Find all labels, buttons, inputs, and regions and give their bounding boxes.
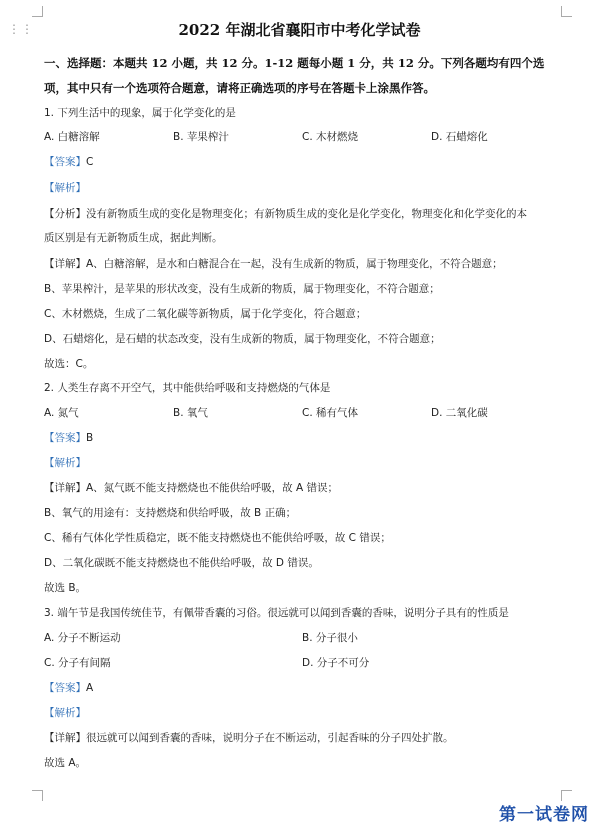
answer-label: 【答案】 (44, 156, 86, 168)
q2-option-b: B. 氧气 (173, 407, 208, 419)
q2-stem: 2. 人类生存离不开空气，其中能供给呼吸和支持燃烧的气体是 (44, 382, 331, 394)
answer-value: A (86, 682, 94, 694)
answer-label: 【答案】 (44, 432, 86, 444)
detail-label: 【详解】 (44, 258, 86, 270)
drag-handle-icon[interactable]: ⋮⋮ (8, 22, 34, 36)
section-heading-line-1: 一、选择题：本题共 12 小题，共 12 分。1-12 题每小题 1 分，共 12 分。下列各题均有四个选 (44, 56, 545, 70)
q1-analysis-label: 【解析】 (44, 182, 86, 194)
q1-conclusion: 故选：C。 (44, 358, 94, 370)
detail-text: A、氮气既不能支持燃烧也不能供给呼吸，故 A 错误； (86, 482, 339, 494)
q1-detail-line-1 (44, 256, 503, 271)
q1-answer (44, 154, 93, 169)
section-heading-line-2: 项，其中只有一个选项符合题意，请将正确选项的序号在答题卡上涂黑作答。 (44, 81, 435, 95)
detail-text: A、白糖溶解，是水和白糖混合在一起，没有生成新的物质，属于物理变化，不符合题意； (86, 258, 503, 270)
q1-option-b: B. 苹果榨汁 (173, 131, 229, 143)
q1-detail-line-2: B、苹果榨汁，是苹果的形状改变，没有生成新的物质，属于物理变化，不符合题意； (44, 283, 440, 295)
answer-value: B (86, 432, 94, 444)
answer-label: 【答案】 (44, 682, 86, 694)
q3-option-a: A. 分子不断运动 (44, 632, 121, 644)
q2-option-c: C. 稀有气体 (302, 407, 359, 419)
q2-option-a: A. 氮气 (44, 407, 79, 419)
footer-logo: 第一试卷网 (499, 805, 589, 825)
page-title: 2022 年湖北省襄阳市中考化学试卷 (178, 21, 421, 39)
q2-detail-line-3: C、稀有气体化学性质稳定，既不能支持燃烧也不能供给呼吸，故 C 错误； (44, 532, 391, 544)
q2-answer (44, 430, 93, 445)
q3-option-b: B. 分子很小 (302, 632, 358, 644)
q2-analysis-label: 【解析】 (44, 457, 86, 469)
q2-detail-line-4: D、二氧化碳既不能支持燃烧也不能供给呼吸，故 D 错误。 (44, 557, 319, 569)
q1-option-a: A. 白糖溶解 (44, 131, 100, 143)
q3-answer (44, 680, 93, 695)
q1-fenxi-line-1 (44, 206, 527, 221)
q2-conclusion: 故选 B。 (44, 582, 87, 594)
q2-option-d: D. 二氧化碳 (431, 407, 488, 419)
detail-text: 很远就可以闻到香囊的香味，说明分子在不断运动，引起香味的分子四处扩散。 (86, 732, 454, 744)
q2-detail-line-2: B、氧气的用途有：支持燃烧和供给呼吸，故 B 正确； (44, 507, 297, 519)
q3-detail-line-1 (44, 730, 454, 745)
q1-stem: 1. 下列生活中的现象，属于化学变化的是 (44, 107, 236, 119)
q1-detail-line-3: C、木材燃烧，生成了二氧化碳等新物质，属于化学变化，符合题意； (44, 308, 367, 320)
q3-analysis-label: 【解析】 (44, 707, 86, 719)
corner-mark-top-left (32, 6, 43, 17)
fenxi-label: 【分析】 (44, 208, 86, 220)
answer-value: C (86, 156, 94, 168)
detail-label: 【详解】 (44, 482, 86, 494)
corner-mark-bottom-left (32, 790, 43, 801)
q1-detail-line-4: D、石蜡熔化，是石蜡的状态改变，没有生成新的物质，属于物理变化，不符合题意； (44, 333, 441, 345)
q1-option-d: D. 石蜡熔化 (431, 131, 488, 143)
q3-option-c: C. 分子有间隔 (44, 657, 111, 669)
detail-label: 【详解】 (44, 732, 86, 744)
q1-fenxi-line-2: 质区别是有无新物质生成，据此判断。 (44, 232, 223, 244)
q1-option-c: C. 木材燃烧 (302, 131, 359, 143)
q3-option-d: D. 分子不可分 (302, 657, 370, 669)
q3-stem: 3. 端午节是我国传统佳节，有佩带香囊的习俗。很远就可以闻到香囊的香味，说明分子具有的性质是 (44, 607, 509, 619)
corner-mark-top-right (561, 6, 572, 17)
q2-detail-line-1 (44, 480, 338, 495)
q3-conclusion: 故选 A。 (44, 757, 87, 769)
fenxi-text: 没有新物质生成的变化是物理变化；有新物质生成的变化是化学变化，物理变化和化学变化的本 (86, 208, 527, 220)
